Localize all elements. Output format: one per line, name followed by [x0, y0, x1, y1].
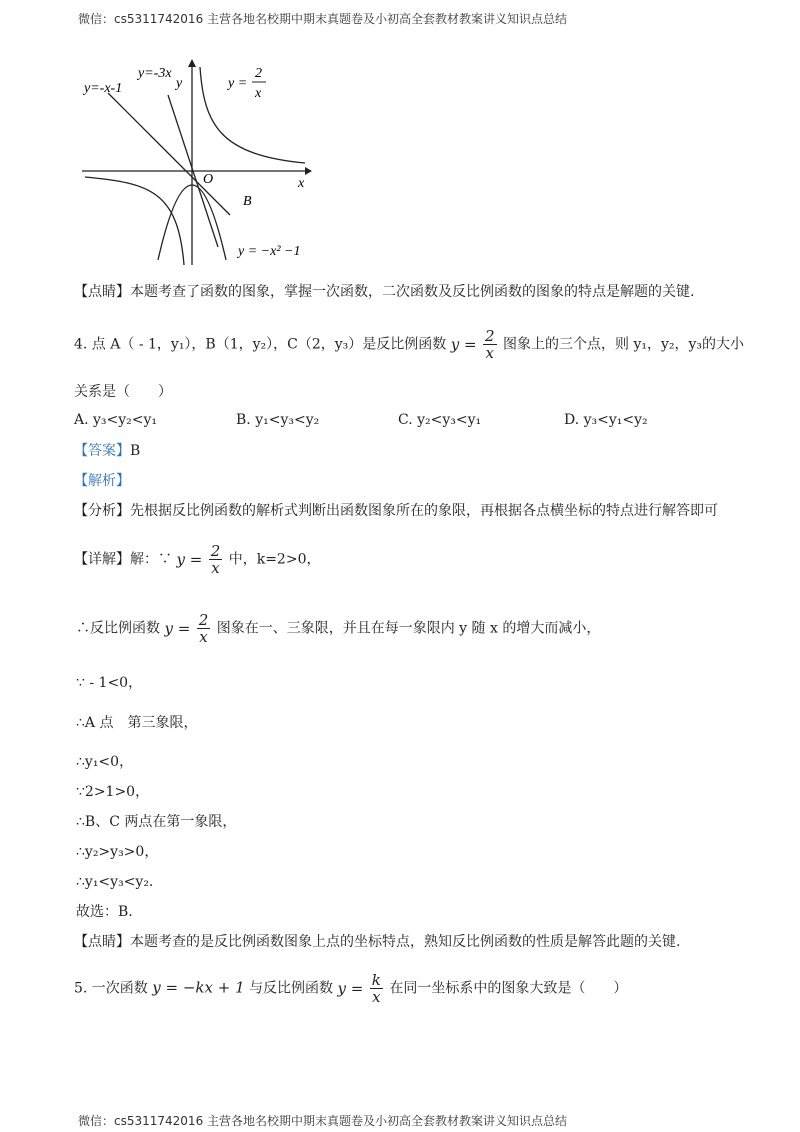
question-5: 5. 一次函数 y = −kx + 1 与反比例函数 y = $\frac{k}{x}$ 在同一坐标系中的图象大致是（ ）	[74, 971, 628, 1006]
q5-fraction: $\frac{k}{x}$	[371, 971, 381, 1006]
xiangjie-line: 【详解】解：∵ y = $\frac{2}{x}$ 中，k=2>0，	[74, 542, 321, 577]
fenxi-line: 【分析】先根据反比例函数的解析式判断出函数图象所在的象限，再根据各点横坐标的特点进行解答即可	[74, 503, 718, 519]
function-graph-figure	[80, 55, 320, 270]
option-c: C. y₂<y₃<y₁	[398, 412, 482, 428]
analysis-tag: 【解析】	[74, 473, 130, 489]
step-7: ∴y₂>y₃>0，	[76, 844, 159, 860]
step-1-fraction: $\frac{2}{x}$	[198, 611, 209, 646]
step-6: ∴B、C 两点在第一象限，	[76, 814, 237, 830]
step-5: ∵2>1>0，	[76, 784, 150, 800]
label-line-2: y=-3x	[138, 66, 172, 81]
option-a: A. y₃<y₂<y₁	[74, 412, 158, 428]
question-4: 4. 点 A（ - 1，y₁），B（1，y₂），C（2，y₃）是反比例函数 y = $\frac{2}{x}$ 图象上的三个点，则 y₁，y₂，y₃的大小	[74, 327, 745, 362]
step-9: 故选：B.	[76, 904, 133, 920]
label-y-axis: y	[176, 76, 183, 91]
step-2: ∵ - 1<0，	[76, 675, 143, 691]
page-footer: 微信：cs5311742016 主营各地名校期中期末真题卷及小初高全套教材教案讲义知识点总结	[78, 1114, 568, 1128]
label-origin: O	[203, 172, 214, 187]
question-4-line-2: 关系是（ ）	[74, 384, 172, 400]
label-hyperbola-num: 2	[255, 66, 262, 81]
label-line-1: y=-x-1	[84, 81, 123, 96]
label-hyperbola-y: y =	[228, 76, 248, 91]
x-axis-arrow	[305, 167, 312, 175]
step-3: ∴A 点 第三象限，	[76, 715, 198, 731]
label-hyperbola-den: x	[255, 86, 262, 101]
option-b: B. y₁<y₃<y₂	[236, 412, 320, 428]
label-point-b: B	[243, 194, 252, 209]
step-1: ∴反比例函数 y = $\frac{2}{x}$ 图象在一、三象限，并且在每一象限内 y 随 x 的增大而减小，	[76, 611, 601, 646]
y-axis-arrow	[188, 59, 196, 67]
line-neg-x-minus-1	[108, 93, 230, 215]
page-header: 微信：cs5311742016 主营各地名校期中期末真题卷及小初高全套教材教案讲义知识点总结	[78, 12, 568, 26]
q4-fraction: $\frac{2}{x}$	[485, 327, 495, 362]
option-d: D. y₃<y₁<y₂	[564, 412, 648, 428]
hyperbola-branch-q1	[200, 67, 305, 163]
step-4: ∴y₁<0，	[76, 754, 134, 770]
step-8: ∴y₁<y₃<y₂.	[76, 874, 154, 890]
label-parabola: y = −x² −1	[238, 244, 301, 259]
hyperbola-branch-q3	[85, 177, 184, 265]
xiangjie-fraction: $\frac{2}{x}$	[210, 542, 221, 577]
label-x-axis: x	[298, 176, 305, 191]
answer-line: 【答案】B	[74, 443, 141, 459]
dianjing-2: 【点睛】本题考查的是反比例函数图象上点的坐标特点，熟知反比例函数的性质是解答此题的关键.	[74, 934, 681, 950]
dianjing-1: 【点睛】本题考查了函数的图象，掌握一次函数，二次函数及反比例函数的图象的特点是解题的关键.	[74, 284, 695, 300]
